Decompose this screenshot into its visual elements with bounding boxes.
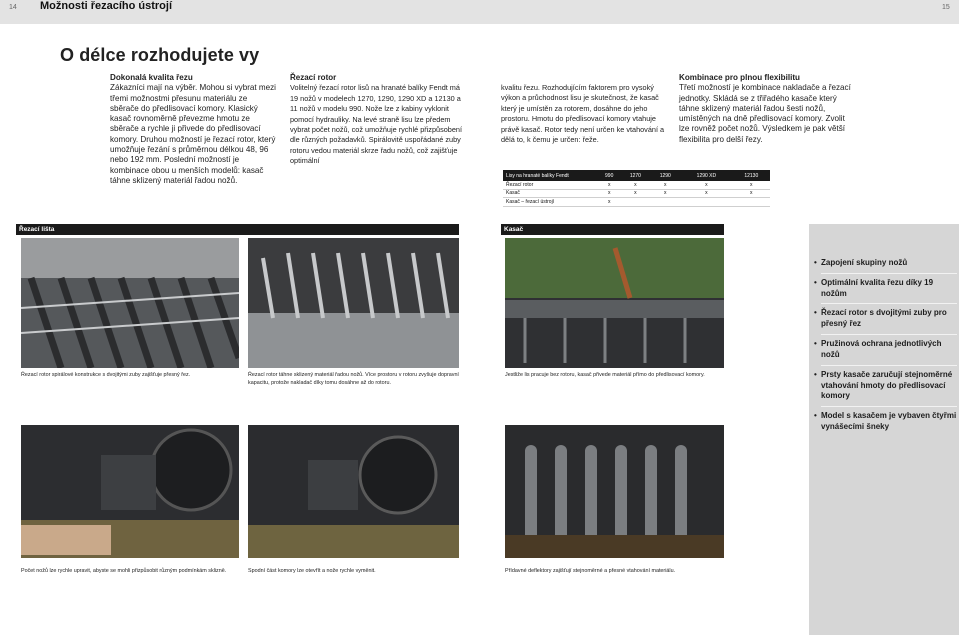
spec-header-cell: 1290 XD (680, 170, 732, 181)
spec-header-cell: 1270 (620, 170, 650, 181)
list-item (814, 308, 957, 329)
spec-cell (620, 198, 650, 207)
spec-cell: x (598, 181, 620, 189)
spec-cell: x (620, 189, 650, 198)
spec-cell (680, 198, 732, 207)
col1-body: Zákazníci mají na výběr. Mohou si vybrat mezi třemi možnostmi přesunu materiálu ze sběrače do předlisovací komory. Klasický kasač rovnoměrně převezme hmotu ze sběrače a rychle ji přivede do předlisovací komory. Druhou možností je řezací rotor, který umožňuje řezání s průměrnou délkou 48, 96 nebo 192 mm. Poslední možností je kombinace obou u menších modelů: kasač táhne sklizený materiál řadou nožů. (110, 83, 276, 185)
feature-text: Pružinová ochrana jednotlivých nožů (821, 339, 942, 359)
section-bar-packer: Kasač (501, 224, 724, 235)
spec-header-cell: 990 (598, 170, 620, 181)
col2-heading: Řezací rotor (290, 73, 337, 82)
caption-1: Řezací rotor spirálové konstrukce s dvojitými zuby zajišťuje přesný řez. (21, 372, 191, 378)
feature-text: Zapojení skupiny nožů (821, 258, 908, 267)
caption-6: Přídavné deflektory zajišťují stejnoměrné a přesné vtahování materiálu. (505, 568, 676, 574)
caption-3: Jestliže lis pracuje bez rotoru, kasač přivede materiál přímo do předlisovací komory. (505, 372, 705, 378)
spec-cell: x (620, 181, 650, 189)
bullet-icon: • (814, 370, 817, 379)
spec-cell: x (733, 189, 770, 198)
col4-body: Třetí možností je kombinace nakladače a řezací jednotky. Skládá se z třiřadého kasače který táhne sklizený materiál řadou šesti nožů, umístěných na dně předlisovací komory. Zvolit lze rovněž počet nožů. Výsledkem je pak větší flexibilita pro delší řezy. (679, 83, 851, 144)
feature-panel (809, 224, 959, 635)
feature-text: Prsty kasače zaručují stejnoměrné vtahování hmoty do předlisovací komory (821, 370, 953, 400)
text-column-3 (501, 83, 671, 145)
spec-header-cell: 12130 (733, 170, 770, 181)
caption-2: Řezací rotor táhne sklizený materiál řadou nožů. Více prostoru v rotoru zvyšuje dopravní kapacitu, protože nakladač díky tomu dosáhne až do rotoru. (248, 372, 459, 386)
page-number-right: 15 (942, 4, 950, 11)
feature-divider (821, 334, 957, 335)
table-row (503, 198, 770, 207)
spec-cell (733, 198, 770, 207)
col1-heading: Dokonalá kvalita řezu (110, 73, 193, 82)
bullet-icon: • (814, 258, 817, 267)
bullet-icon: • (814, 411, 817, 420)
table-row (503, 181, 770, 189)
text-column-1 (110, 73, 278, 186)
bullet-icon: • (814, 339, 817, 348)
caption-4: Počet nožů lze rychle upravit, abyste se mohli přizpůsobit různým podmínkám sklizně. (21, 568, 227, 574)
table-row (503, 189, 770, 198)
spec-table (503, 170, 770, 207)
list-item (814, 370, 957, 402)
photo-lower-chamber (248, 425, 459, 558)
spec-cell: Řezací rotor (503, 181, 598, 189)
text-column-4 (679, 73, 851, 145)
caption-5: Spodní část komory lze otevřít a nože rychle vyměnit. (248, 568, 376, 574)
col4-heading: Kombinace pro plnou flexibilitu (679, 73, 800, 82)
spec-cell: Kasač – řezací ústrojí (503, 198, 598, 207)
photo-rotor-tines (21, 238, 239, 368)
feature-text: Řezací rotor s dvojitými zuby pro přesný řez (821, 308, 947, 328)
spec-cell: x (680, 181, 732, 189)
spec-cell (650, 198, 680, 207)
photo-deflectors (505, 425, 724, 558)
list-item (814, 258, 957, 269)
bullet-icon: • (814, 278, 817, 287)
photo-knife-adjust (21, 425, 239, 558)
text-column-2 (290, 73, 465, 167)
feature-divider (821, 303, 957, 304)
photo-packer-unit (505, 238, 724, 368)
spec-table-header (503, 170, 770, 181)
spec-cell: x (680, 189, 732, 198)
list-item (814, 339, 957, 360)
page-number-left: 14 (9, 4, 17, 11)
feature-divider (821, 406, 957, 407)
bullet-icon: • (814, 308, 817, 317)
feature-text: Optimální kvalita řezu díky 19 nožům (821, 278, 934, 298)
feature-divider (821, 273, 957, 274)
col3-body: kvalitu řezu. Rozhodujícím faktorem pro vysoký výkon a průchodnost lisu je skutečnost, že kasač který je umístěn za rotorem, dosáhne do jeho prostoru. Hmotu do předlisovací komory vtahuje právě kasač. Rotor tedy není určen ke vtahování a dělá to, k čemu je určen: řeže. (501, 83, 665, 145)
section-title: Možnosti řezacího ústrojí (40, 0, 173, 12)
section-bar-cutting-bar: Řezací lišta (16, 224, 459, 235)
list-item (814, 411, 957, 432)
page-headline: O délce rozhodujete vy (60, 45, 260, 65)
list-item (814, 278, 957, 299)
spec-cell: x (733, 181, 770, 189)
spec-cell: x (650, 181, 680, 189)
spec-cell: x (598, 198, 620, 207)
spec-cell: Kasač (503, 189, 598, 198)
photo-rotor-knives (248, 238, 459, 368)
feature-divider (821, 365, 957, 366)
col2-body: Volitelný řezací rotor lisů na hranaté balíky Fendt má 19 nožů v modelech 1270, 1290, 1290 XD a 12130 a 11 nožů v modelu 990. Nože lze z kabiny vyklonit pomocí hydrauliky. Na levé straně lisu lze předem vybrat počet nožů, což umožňuje rychlé přizpůsobení dle různých požadavků. Spirálovitě uspořádané zuby rotoru vedou materiál skrze řadu nožů, což zajišťuje optimální (290, 83, 462, 166)
spec-header-cell: Lisy na hranaté balíky Fendt (503, 170, 598, 181)
spec-cell: x (598, 189, 620, 198)
spec-cell: x (650, 189, 680, 198)
spec-header-cell: 1290 (650, 170, 680, 181)
feature-text: Model s kasačem je vybaven čtyřmi vynášecími šneky (821, 411, 957, 431)
